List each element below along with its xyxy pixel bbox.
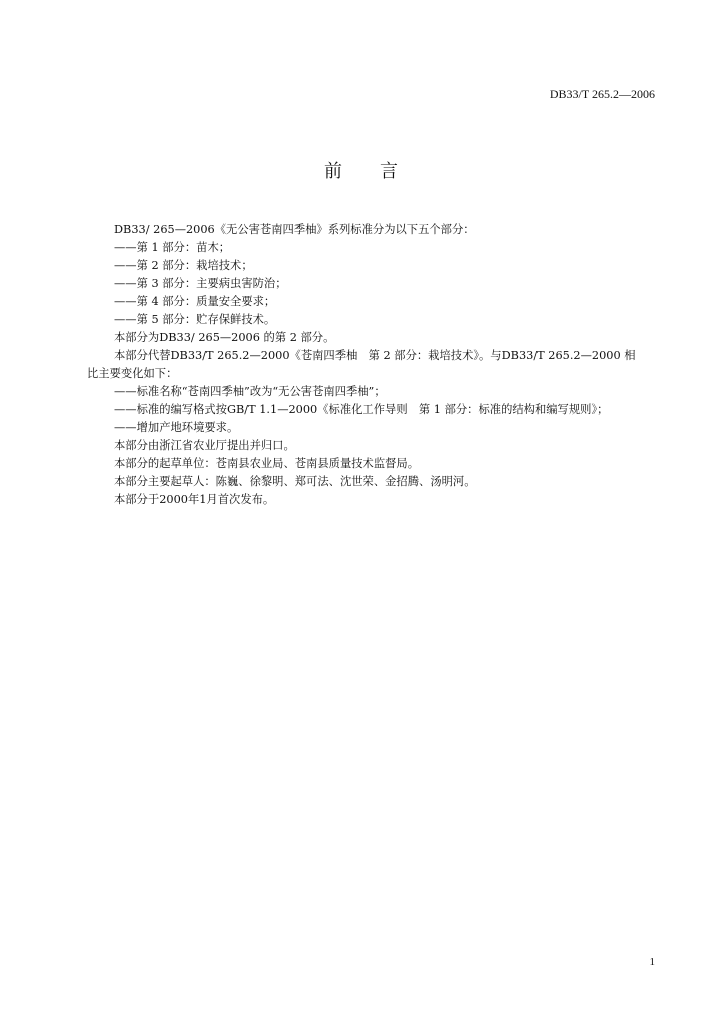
page-number: 1 bbox=[649, 956, 655, 968]
paragraph-proposer: 本部分由浙江省农业厅提出并归口。 bbox=[114, 439, 295, 452]
paragraph-drafters: 本部分主要起草人：陈巍、徐黎明、郑可法、沈世荣、金招腾、汤明河。 bbox=[114, 475, 476, 488]
paragraph-this-part: 本部分为DB33/ 265—2006 的第 2 部分。 bbox=[114, 331, 335, 344]
change-item-1: ——标准名称“苍南四季柚”改为“无公害苍南四季柚”； bbox=[114, 385, 386, 398]
list-item-part-5: ——第 5 部分：贮存保鲜技术。 bbox=[114, 313, 276, 326]
change-item-2: ——标准的编写格式按GB/T 1.1—2000《标准化工作导则 第 1 部分：标准的结构和编写规则》； bbox=[114, 403, 609, 416]
title-char-2: 言 bbox=[380, 161, 400, 182]
page-title bbox=[0, 157, 724, 183]
list-item-part-4: ——第 4 部分：质量安全要求； bbox=[114, 295, 276, 308]
list-item-part-1: ——第 1 部分：苗木； bbox=[114, 241, 231, 254]
paragraph-first-issue: 本部分于2000年1月首次发布。 bbox=[114, 493, 275, 506]
list-item-part-3: ——第 3 部分：主要病虫害防治； bbox=[114, 277, 287, 290]
paragraph-replaces-continued: 比主要变化如下： bbox=[87, 367, 178, 380]
foreword-body bbox=[87, 221, 657, 509]
change-item-3: ——增加产地环境要求。 bbox=[114, 421, 239, 434]
standard-code: DB33/T 265.2—2006 bbox=[549, 87, 655, 101]
paragraph-replaces: 本部分代替DB33/T 265.2—2000《苍南四季柚 第 2 部分：栽培技术》。与DB33/T 265.2—2000 相 bbox=[114, 349, 636, 362]
list-item-part-2: ——第 2 部分：栽培技术； bbox=[114, 259, 253, 272]
paragraph-series-intro: DB33/ 265—2006《无公害苍南四季柚》系列标准分为以下五个部分： bbox=[114, 223, 475, 236]
title-char-1: 前 bbox=[324, 161, 344, 182]
paragraph-drafting-units: 本部分的起草单位：苍南县农业局、苍南县质量技术监督局。 bbox=[114, 457, 420, 470]
